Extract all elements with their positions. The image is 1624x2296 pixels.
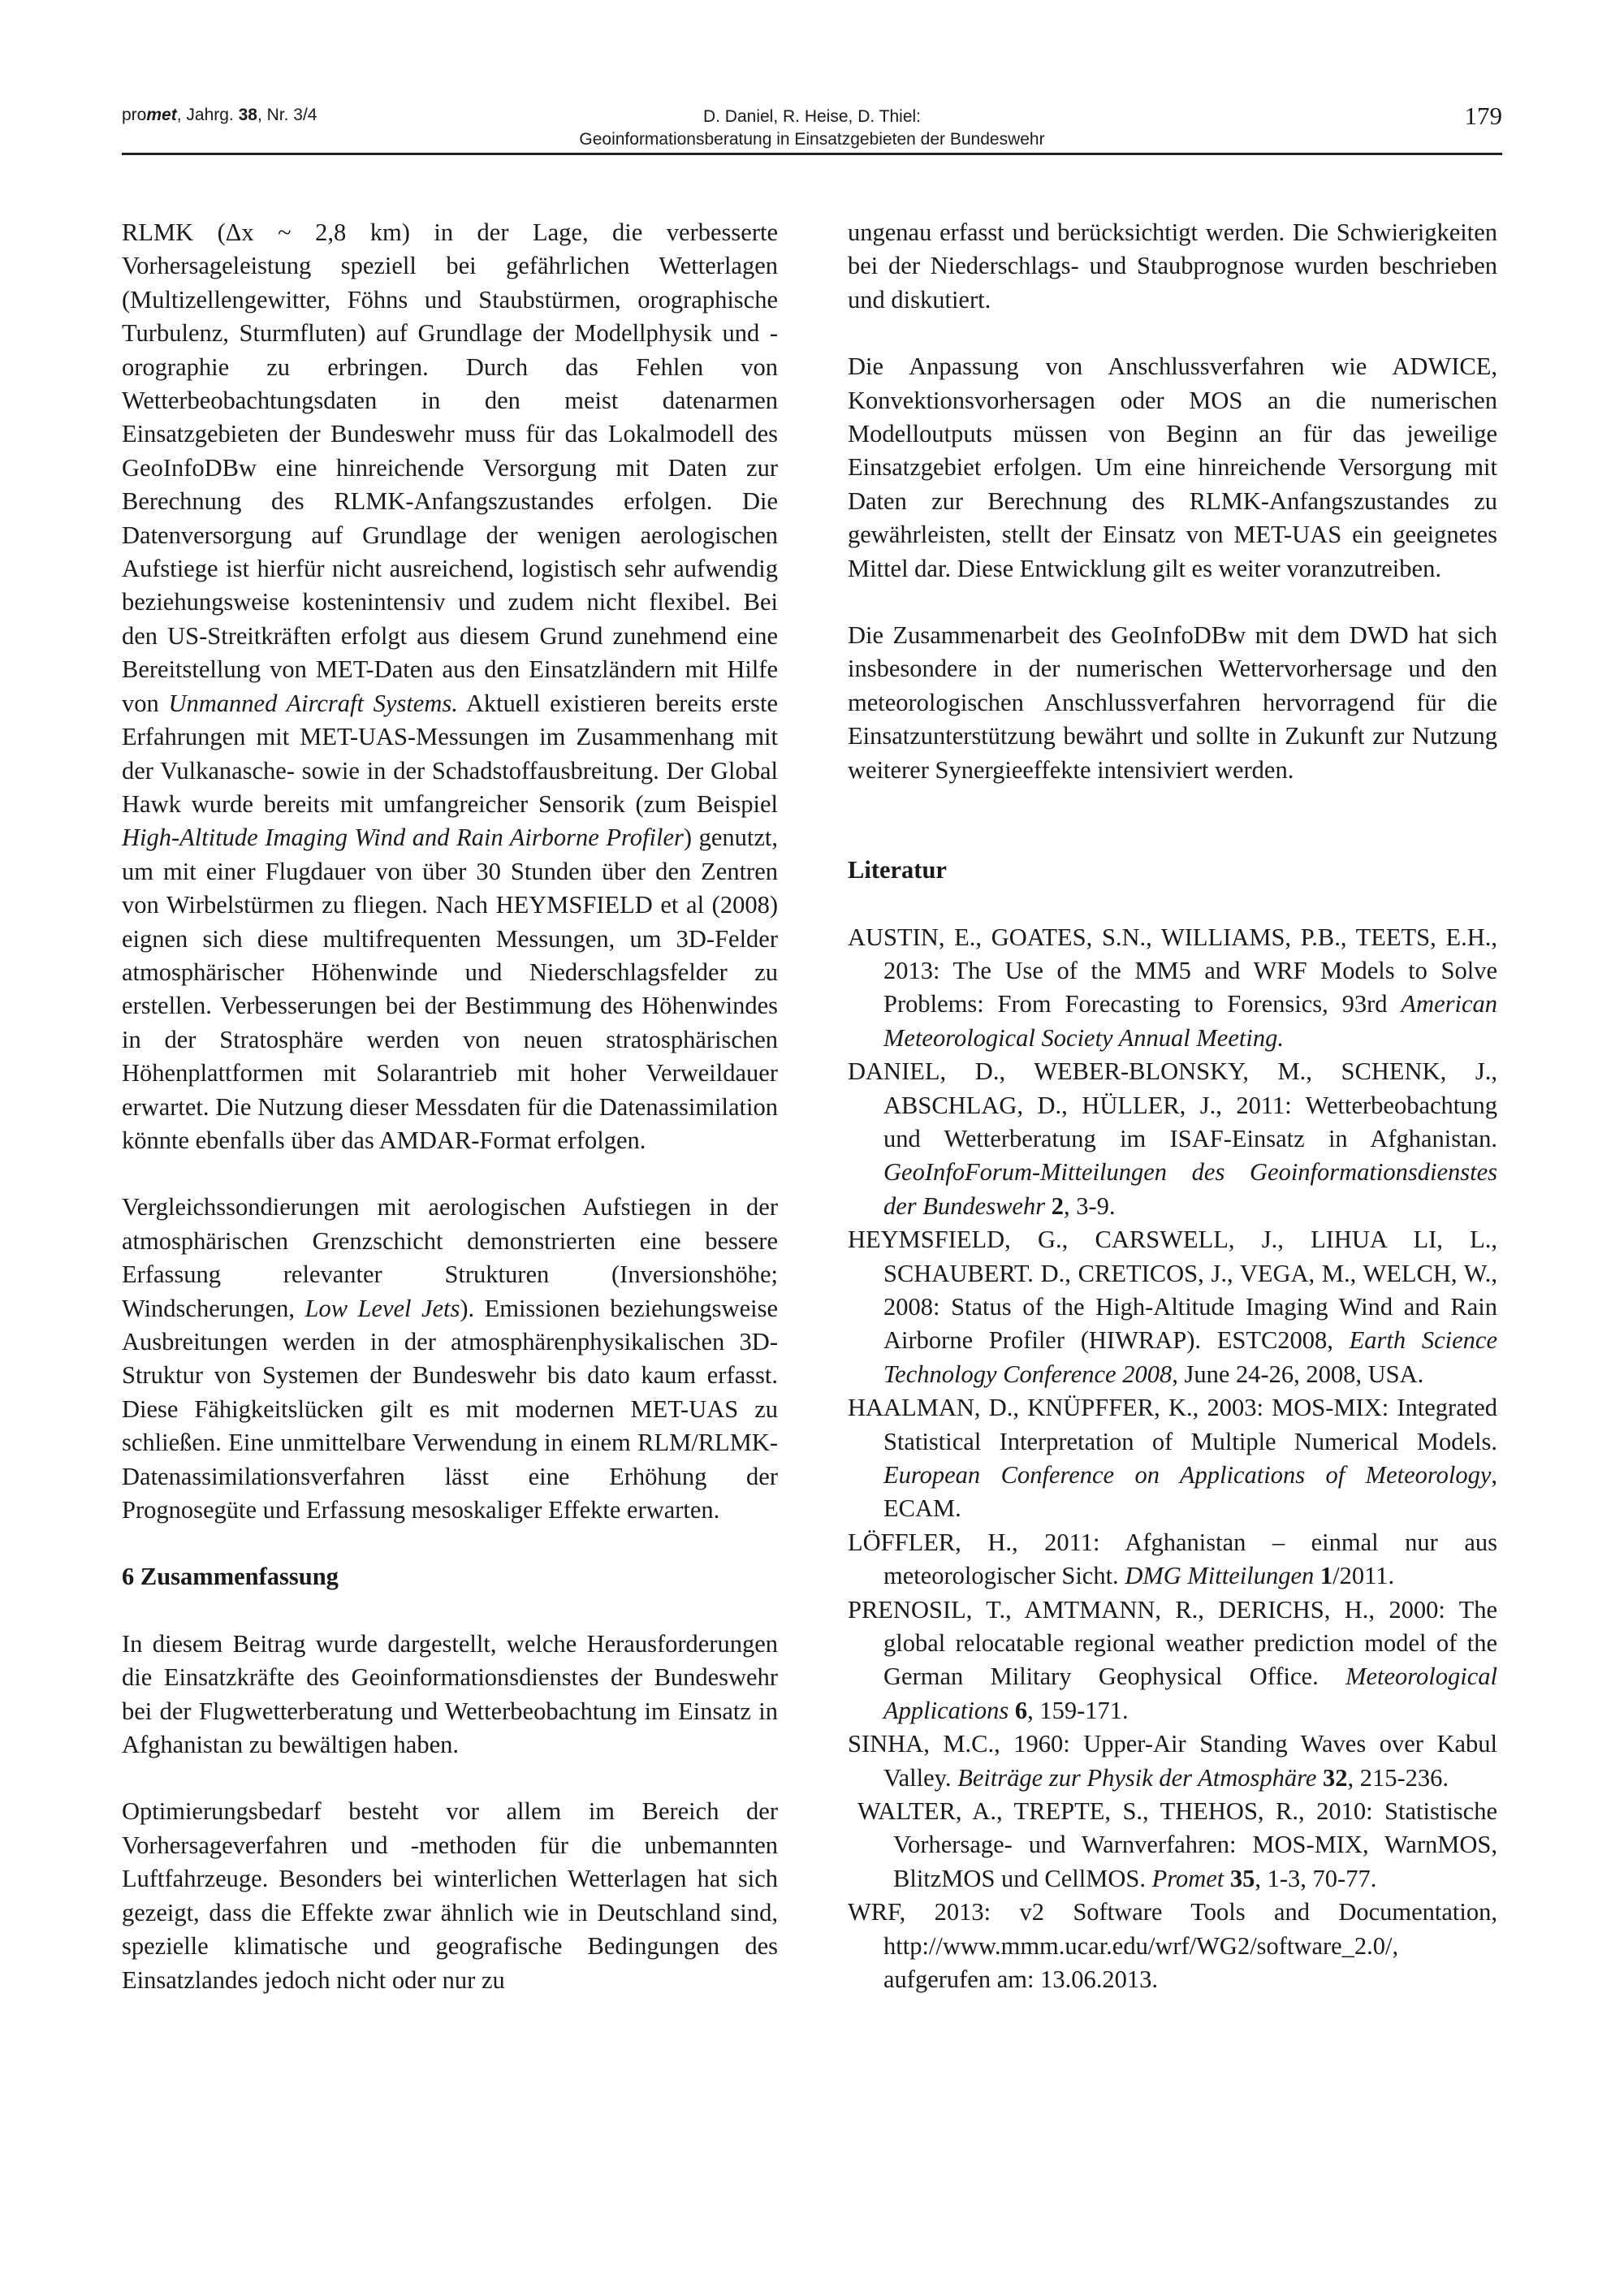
body-paragraph: Optimierungsbedarf besteht vor allem im Bereich der Vorhersageverfahren und -methoden für die unbemannten Luftfahrzeuge. Besonders bei winterlichen Wetterlagen hat sich gezeigt, dass die Effekte zwar ähnlich wie in Deutschland sind, spezielle klimatische und geografische Bedingungen des Einsatzlandes jedoch nicht oder nur zu bbox=[122, 1797, 778, 1994]
body-paragraph: ungenau erfasst und berücksichtigt werden. Die Schwierigkeiten bei der Niederschlags- und Staubprognose wurden beschrieben und diskutiert. bbox=[848, 218, 1497, 313]
journal-name-suffix: met bbox=[146, 106, 177, 124]
journal-volume: 38 bbox=[238, 106, 257, 124]
body-paragraph: Die Zusammenarbeit des GeoInfoDBw mit dem DWD hat sich insbesondere in der numerischen Wettervorhersage und den meteorologischen Anschlussverfahren hervorragend für die Einsatzunterstützung bewährt und sollte in Zukunft zur Nutzung weiterer Synergieeffekte intensiviert werden. bbox=[848, 621, 1497, 784]
section-heading: 6 Zusammenfassung bbox=[122, 1563, 339, 1591]
reference-item: LÖFFLER, H., 2011: Afghanistan – einmal nur aus meteorologischer Sicht. DMG Mitteilungen 1/2011. bbox=[848, 1528, 1497, 1590]
running-title bbox=[122, 106, 1502, 151]
reference-item: WALTER, A., TREPTE, S., THEHOS, R., 2010: Statistische Vorhersage- und Warnverfahren: MOS-MIX, WarnMOS, BlitzMOS und CellMOS. Promet 35, 1-3, 70-77. bbox=[857, 1797, 1497, 1892]
header-article-title: Geoinformationsberatung in Einsatzgebieten der Bundeswehr bbox=[579, 130, 1045, 149]
body-paragraph: RLMK (Δx ~ 2,8 km) in der Lage, die verbesserte Vorhersageleistung speziell bei gefährlichen Wetterlagen (Multizellengewitter, Föhns und Staubstürmen, orographische Turbulenz, Sturmfluten) auf Grundlage der Modellphysik und -orographie zu erbringen. Durch das Fehlen von Wetterbeobachtungsdaten in den meist datenarmen Einsatzgebieten der Bundeswehr muss für das Lokalmodell des GeoInfoDBw eine hinreichende Versorgung mit Daten zur Berechnung des RLMK-Anfangszustandes erfolgen. Die Datenversorgung auf Grundlage der wenigen aerologischen Aufstiege ist hierfür nicht ausreichend, logistisch sehr aufwendig beziehungsweise kostenintensiv und zudem nicht flexibel. Bei den US-Streitkräften erfolgt aus diesem Grund zunehmend eine Bereitstellung von MET-Daten aus den Einsatzländern mit Hilfe von Unmanned Aircraft Systems. Aktuell existieren bereits erste Erfahrungen mit MET-UAS-Messungen im Zusammenhang mit der Vulkanasche- sowie in der Schadstoffausbreitung. Der Global Hawk wurde bereits mit umfangreicher Sensorik (zum Beispiel High-Altitude Imaging Wind and Rain Airborne Profiler) genutzt, um mit einer Flugdauer von über 30 Stunden über den Zentren von Wirbelstürmen zu fliegen. Nach HEYMSFIELD et al (2008) eignen sich diese multifrequenten Messungen, um 3D-Felder atmosphärischer Höhenwinde und Niederschlagsfelder zu erstellen. Verbesserungen bei der Bestimmung des Höhenwindes in der Stratosphäre werden von neuen stratosphärischen Höhenplattformen mit Solarantrieb mit hoher Verweildauer erwartet. Die Nutzung dieser Messdaten für die Datenassimilation könnte ebenfalls über das AMDAR-Format erfolgen. bbox=[122, 218, 778, 1154]
literature-heading: Literatur bbox=[848, 856, 947, 884]
reference-item: HAALMAN, D., KNÜPFFER, K., 2003: MOS-MIX: Integrated Statistical Interpretation of Multiple Numerical Models. European Conference on Applications of Meteorology, ECAM. bbox=[848, 1394, 1497, 1523]
reference-item: WRF, 2013: v2 Software Tools and Documentation, http://www.mmm.ucar.edu/wrf/WG2/software_2.0/, aufgerufen am: 13.06.2013. bbox=[848, 1898, 1497, 1994]
right-column bbox=[848, 216, 1497, 1997]
left-column bbox=[122, 216, 778, 1997]
term-llj: Low Level Jets bbox=[304, 1294, 460, 1322]
journal-year: , Jahrg. bbox=[176, 106, 239, 124]
page-header bbox=[122, 102, 1502, 152]
reference-item: SINHA, M.C., 1960: Upper-Air Standing Waves over Kabul Valley. Beiträge zur Physik der Atmosphäre 32, 215-236. bbox=[848, 1730, 1497, 1792]
reference-list bbox=[848, 921, 1497, 1997]
body-paragraph: Vergleichssondierungen mit aerologischen Aufstiegen in der atmosphärischen Grenzschicht demonstrierten eine bessere Erfassung relevanter Strukturen (Inversionshöhe; Windscherungen, Low Level Jets). Emissionen beziehungsweise Ausbreitungen werden in der atmosphärenphysikalischen 3D-Struktur von Systemen der Bundeswehr bis dato kaum erfasst. Diese Fähigkeitslücken gilt es mit modernen MET-UAS zu schließen. Eine unmittelbare Verwendung in einem RLM/RLMK-Datenassimilationsverfahren lässt eine Erhöhung der Prognosegüte und Erfassung mesoskaliger Effekte erwarten. bbox=[122, 1193, 778, 1524]
page-number: 179 bbox=[1464, 102, 1502, 130]
term-uas: Unmanned Aircraft Systems. bbox=[168, 689, 458, 717]
body-paragraph: In diesem Beitrag wurde dargestellt, welche Herausforderungen die Einsatzkräfte des Geoinformationsdienstes der Bundeswehr bei der Flugwetterberatung und Wetterbeobachtung im Einsatz in Afghanistan zu bewältigen haben. bbox=[122, 1629, 778, 1759]
body-paragraph: Die Anpassung von Anschlussverfahren wie ADWICE, Konvektionsvorhersagen oder MOS an die numerischen Modelloutputs müssen von Beginn an für das jeweilige Einsatzgebiet erfolgen. Um eine hinreichende Versorgung mit Daten zur Berechnung des RLMK-Anfangszustandes zu gewährleisten, stellt der Einsatz von MET-UAS ein geeignetes Mittel dar. Diese Entwicklung gilt es weiter voranzutreiben. bbox=[848, 352, 1497, 582]
header-authors: D. Daniel, R. Heise, D. Thiel: bbox=[702, 107, 922, 126]
reference-item: HEYMSFIELD, G., CARSWELL, J., LIHUA LI, L., SCHAUBERT. D., CRETICOS, J., VEGA, M., WELCH, W., 2008: Status of the High-Altitude Imaging Wind and Rain Airborne Profiler (HIWRAP). ESTC2008, Earth Science Technology Conference 2008, June 24-26, 2008, USA. bbox=[848, 1226, 1497, 1388]
journal-name-prefix: pro bbox=[122, 106, 147, 124]
journal-issue: 3/4 bbox=[293, 106, 317, 124]
reference-item: PRENOSIL, T., AMTMANN, R., DERICHS, H., 2000: The global relocatable regional weather prediction model of the German Military Geophysical Office. Meteorological Applications 6, 159-171. bbox=[848, 1595, 1497, 1724]
term-hiwrap: High-Altitude Imaging Wind and Rain Airborne Profiler bbox=[122, 824, 684, 852]
header-rule bbox=[122, 153, 1502, 155]
reference-item: DANIEL, D., WEBER-BLONSKY, M., SCHENK, J., ABSCHLAG, D., HÜLLER, J., 2011: Wetterbeobachtung und Wetterberatung im ISAF-Einsatz in Afghanistan. GeoInfoForum-Mitteilungen des Geoinformationsdienstes der Bundeswehr 2, 3-9. bbox=[848, 1057, 1497, 1220]
journal-issue-label: , Nr. bbox=[257, 106, 294, 124]
reference-item: AUSTIN, E., GOATES, S.N., WILLIAMS, P.B., TEETS, E.H., 2013: The Use of the MM5 and WRF Models to Solve Problems: From Forecasting to Forensics, 93rd American Meteorological Society Annual Meeting. bbox=[848, 923, 1497, 1052]
